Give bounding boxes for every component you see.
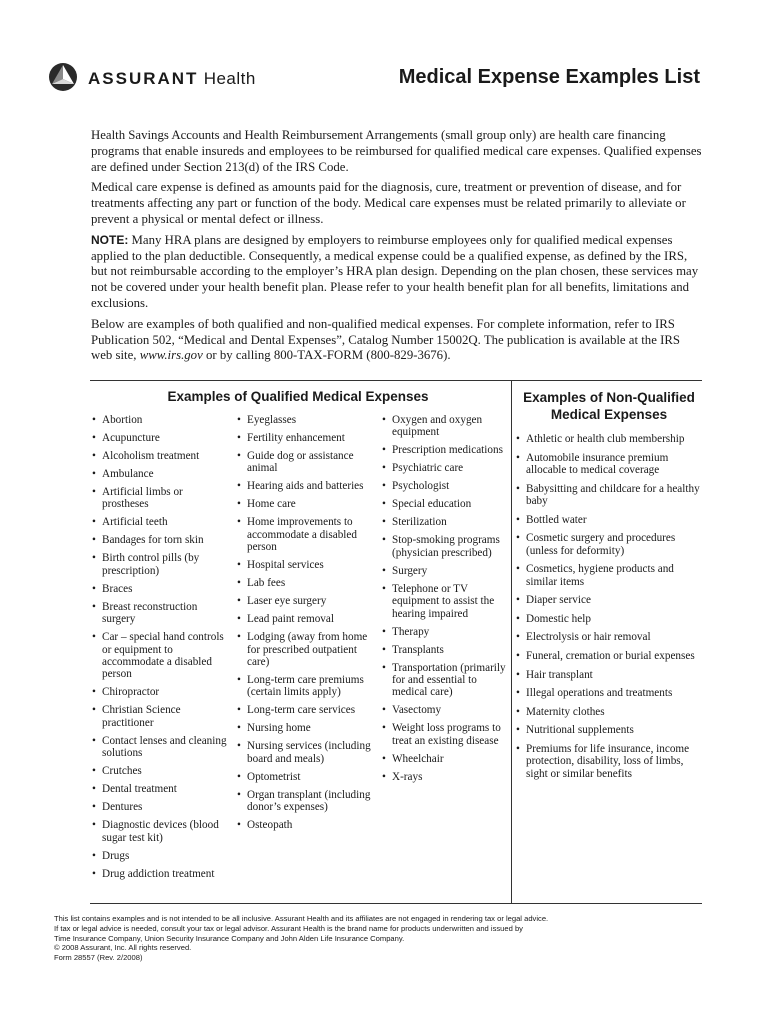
list-item: • Psychologist — [382, 480, 507, 492]
list-item: • Wheelchair — [382, 753, 507, 765]
list-item: • Dentures — [92, 801, 227, 813]
footer-line: Time Insurance Company, Union Security Insurance Company and John Alden Life Insurance Company. — [54, 933, 405, 943]
qualified-list-col3 — [382, 414, 507, 789]
list-item: • Contact lenses and cleaning solutions — [92, 735, 227, 760]
list-item: • Transplants — [382, 644, 507, 656]
footer-line: If tax or legal advice is needed, consult your tax or legal advisor. Assurant Health is the brand name for products underwritten and issued by — [54, 923, 523, 933]
list-item: • Long-term care premiums (certain limits apply) — [237, 674, 377, 699]
brand-name — [88, 69, 256, 89]
list-item: • Car – special hand controls or equipment to accommodate a disabled person — [92, 631, 227, 681]
list-item: • Guide dog or assistance animal — [237, 450, 377, 475]
list-item: • Hospital services — [237, 559, 377, 571]
intro-section — [91, 128, 703, 369]
list-item: • Laser eye surgery — [237, 595, 377, 607]
brand-light: Health — [203, 69, 256, 88]
list-item: • Lodging (away from home for prescribed outpatient care) — [237, 631, 377, 668]
list-item: • Alcoholism treatment — [92, 450, 227, 462]
list-item: • X-rays — [382, 771, 507, 783]
list-item: • Abortion — [92, 414, 227, 426]
list-item: • Surgery — [382, 565, 507, 577]
list-item: • Cosmetic surgery and procedures (unless for deformity) — [516, 532, 702, 557]
list-item: • Special education — [382, 498, 507, 510]
list-item: • Therapy — [382, 626, 507, 638]
list-item: • Weight loss programs to treat an existing disease — [382, 722, 507, 747]
list-item: • Braces — [92, 583, 227, 595]
brand-bold: ASSURANT — [88, 69, 199, 88]
nonqualified-heading: Examples of Non-Qualified Medical Expenses — [523, 390, 695, 422]
list-item: • Domestic help — [516, 613, 702, 625]
page-title: Medical Expense Examples List — [398, 66, 700, 88]
list-item: • Christian Science practitioner — [92, 704, 227, 729]
list-item: • Maternity clothes — [516, 706, 702, 718]
intro-paragraph-publication — [91, 317, 703, 364]
list-item: • Hair transplant — [516, 669, 702, 681]
list-item: • Cosmetics, hygiene products and similar items — [516, 563, 702, 588]
list-item: • Stop-smoking programs (physician prescribed) — [382, 534, 507, 559]
list-item: • Nursing services (including board and meals) — [237, 740, 377, 765]
bottom-divider — [90, 903, 702, 904]
note-text: Many HRA plans are designed by employers to reimburse employees only for qualified medical expenses applied to the plan deductible. Consequently, a medical expense could be a qualified expense, as defined by the IRS, but not reimbursable according to the employer’s HRA plan design. Depending on the plan chosen, these services may not be covered under your health benefit plan. Please refer to your health benefit plan for all benefits, limitations and exclusions. — [91, 232, 699, 310]
list-item: • Ambulance — [92, 468, 227, 480]
list-item: • Home improvements to accommodate a disabled person — [237, 516, 377, 553]
list-item: • Drugs — [92, 850, 227, 862]
list-item: • Crutches — [92, 765, 227, 777]
qualified-list-col2 — [237, 414, 377, 837]
note-label: NOTE: — [91, 232, 129, 247]
list-item: • Vasectomy — [382, 704, 507, 716]
intro-paragraph-hsa: Health Savings Accounts and Health Reimbursement Arrangements (small group only) are health care financing programs that enable insureds and employees to be reimbursed for qualified medical care expenses. Qualified expenses are defined under Section 213(d) of the IRS Code. — [91, 128, 702, 174]
assurant-logo-icon — [48, 62, 78, 92]
qualified-list-col1 — [92, 414, 227, 886]
list-item: • Birth control pills (by prescription) — [92, 552, 227, 577]
list-item: • Nutritional supplements — [516, 724, 702, 736]
list-item: • Hearing aids and batteries — [237, 480, 377, 492]
list-item: • Eyeglasses — [237, 414, 377, 426]
list-item: • Artificial teeth — [92, 516, 227, 528]
list-item: • Babysitting and childcare for a healthy baby — [516, 483, 702, 508]
irs-link[interactable]: www.irs.gov — [139, 348, 203, 363]
intro-paragraph-note — [91, 233, 703, 312]
top-divider — [90, 380, 702, 381]
list-item: • Nursing home — [237, 722, 377, 734]
footer-line: Form 28557 (Rev. 2/2008) — [54, 953, 143, 963]
list-item: • Automobile insurance premium allocable to medical coverage — [516, 452, 702, 477]
list-item: • Drug addiction treatment — [92, 868, 227, 880]
list-item: • Dental treatment — [92, 783, 227, 795]
list-item: • Electrolysis or hair removal — [516, 631, 702, 643]
list-item: • Transportation (primarily for and essential to medical care) — [382, 662, 507, 699]
list-item: • Long-term care services — [237, 704, 377, 716]
list-item: • Funeral, cremation or burial expenses — [516, 650, 702, 662]
list-item: • Lead paint removal — [237, 613, 377, 625]
qualified-heading: Examples of Qualified Medical Expenses — [167, 389, 429, 404]
list-item: • Athletic or health club membership — [516, 433, 702, 445]
list-item: • Telephone or TV equipment to assist the hearing impaired — [382, 583, 507, 620]
footer-line: This list contains examples and is not intended to be all inclusive. Assurant Health and its affiliates are not engaged in rendering tax or legal advice. — [54, 914, 549, 923]
nonqualified-list — [516, 433, 702, 786]
publication-phone-text: or by calling 800-TAX-FORM (800-829-3676). — [205, 348, 451, 363]
column-divider — [511, 380, 512, 903]
list-item: • Premiums for life insurance, income protection, disability, loss of limbs, sight or similar benefits — [516, 743, 702, 780]
publication-text: Below are examples of both qualified and non-qualified medical expenses. For complete information, refer to IRS Publication 502, “Medical and Dental Expenses”, Catalog Number 15002Q. The publication is available at the IRS web site, — [91, 316, 680, 363]
list-item: • Chiropractor — [92, 686, 227, 698]
list-item: • Bandages for torn skin — [92, 534, 227, 546]
footer-disclaimer — [54, 914, 714, 963]
list-item: • Diagnostic devices (blood sugar test kit) — [92, 819, 227, 844]
list-item: • Illegal operations and treatments — [516, 687, 702, 699]
list-item: • Diaper service — [516, 594, 702, 606]
list-item: • Organ transplant (including donor’s expenses) — [237, 789, 377, 814]
list-item: • Acupuncture — [92, 432, 227, 444]
list-item: • Home care — [237, 498, 377, 510]
list-item: • Oxygen and oxygen equipment — [382, 414, 507, 439]
list-item: • Fertility enhancement — [237, 432, 377, 444]
list-item: • Bottled water — [516, 514, 702, 526]
list-item: • Osteopath — [237, 819, 377, 831]
list-item: • Sterilization — [382, 516, 507, 528]
intro-paragraph-definition: Medical care expense is defined as amounts paid for the diagnosis, cure, treatment or prevention of disease, and for treatments affecting any part or function of the body. Medical care expenses must be related primarily to alleviate or prevent a physical or mental defect or illness. — [91, 180, 686, 226]
list-item: • Optometrist — [237, 771, 377, 783]
footer-line: © 2008 Assurant, Inc. All rights reserved. — [54, 943, 192, 953]
list-item: • Breast reconstruction surgery — [92, 601, 227, 626]
list-item: • Lab fees — [237, 577, 377, 589]
list-item: • Psychiatric care — [382, 462, 507, 474]
list-item: • Prescription medications — [382, 444, 507, 456]
list-item: • Artificial limbs or prostheses — [92, 486, 227, 511]
